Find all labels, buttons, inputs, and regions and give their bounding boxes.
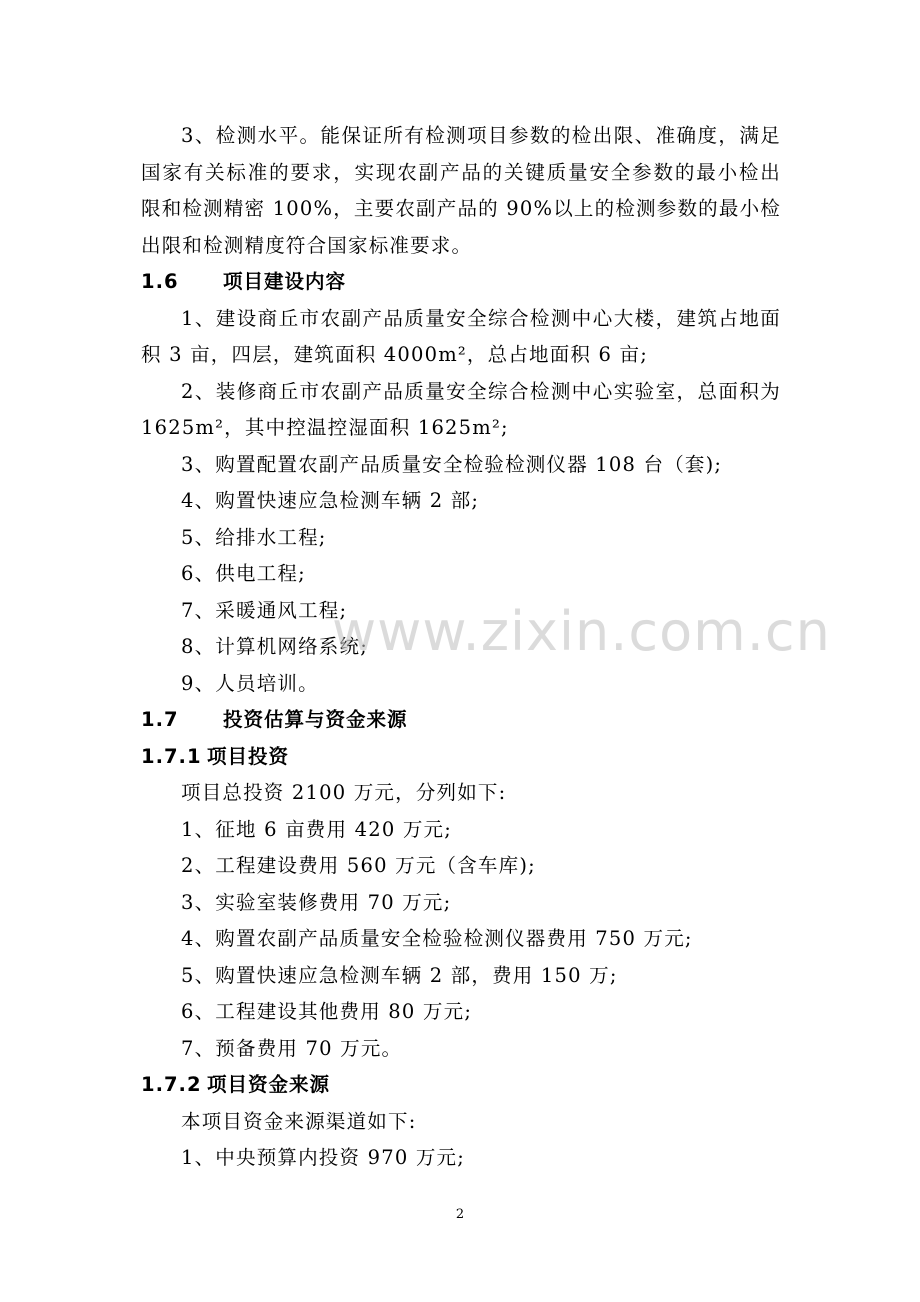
construction-item-3: 3、购置配置农副产品质量安全检验检测仪器 108 台（套); [181, 452, 723, 476]
funding-item-1: 1、中央预算内投资 970 万元; [181, 1146, 465, 1169]
construction-item-9: 9、人员培训。 [181, 671, 319, 695]
construction-item-4: 4、购置快速应急检测车辆 2 部; [181, 489, 480, 512]
heading-number: 1.7 [141, 708, 179, 731]
page-number: 2 [455, 1207, 465, 1222]
heading-1-7 [141, 702, 781, 739]
funding-intro: 本项目资金来源渠道如下: [181, 1109, 417, 1133]
heading-1-6 [141, 264, 781, 301]
heading-title: 投资估算与资金来源 [223, 708, 408, 731]
construction-item-5: 5、给排水工程; [181, 525, 327, 549]
construction-item-8: 8、计算机网络系统; [181, 635, 368, 658]
construction-item-6: 6、供电工程; [181, 562, 306, 585]
watermark: www.zixin.com.cn [332, 600, 831, 663]
investment-item-5: 5、购置快速应急检测车辆 2 部，费用 150 万; [181, 963, 618, 987]
heading-title: 项目资金来源 [207, 1073, 331, 1096]
heading-1-7-2 [141, 1067, 781, 1104]
heading-1-7-1 [141, 739, 781, 776]
investment-item-4: 4、购置农副产品质量安全检验检测仪器费用 750 万元; [181, 927, 693, 950]
investment-item-7: 7、预备费用 70 万元。 [181, 1036, 403, 1060]
construction-item-2: 2、装修商丘市农副产品质量安全综合检测中心实验室，总面积为 1625m²，其中控温控湿面积 1625m²; [141, 379, 781, 439]
heading-title: 项目投资 [207, 744, 290, 768]
heading-number: 1.6 [141, 270, 179, 293]
investment-item-3: 3、实验室装修费用 70 万元; [181, 890, 452, 914]
investment-item-6: 6、工程建设其他费用 80 万元; [181, 1000, 473, 1023]
investment-intro: 项目总投资 2100 万元，分列如下: [181, 781, 507, 804]
construction-item-7: 7、采暖通风工程; [181, 598, 348, 622]
heading-number: 1.7.2 [141, 1073, 202, 1096]
heading-number: 1.7.1 [141, 744, 202, 768]
construction-item-1: 1、建设商丘市农副产品质量安全综合检测中心大楼，建筑占地面积 3 亩，四层，建筑面积 4000m²，总占地面积 6 亩; [141, 306, 781, 366]
investment-item-2: 2、工程建设费用 560 万元（含车库); [181, 854, 536, 877]
page-content [141, 118, 781, 1177]
heading-title: 项目建设内容 [223, 270, 347, 293]
paragraph-detection-level: 3、检测水平。能保证所有检测项目参数的检出限、准确度，满足国家有关标准的要求，实现农副产品的关键质量安全参数的最小检出限和检测精密 100%，主要农副产品的 90%以上的检测参数的最小检出限和检测精度符合国家标准要求。 [141, 124, 781, 257]
investment-item-1: 1、征地 6 亩费用 420 万元; [181, 817, 452, 841]
